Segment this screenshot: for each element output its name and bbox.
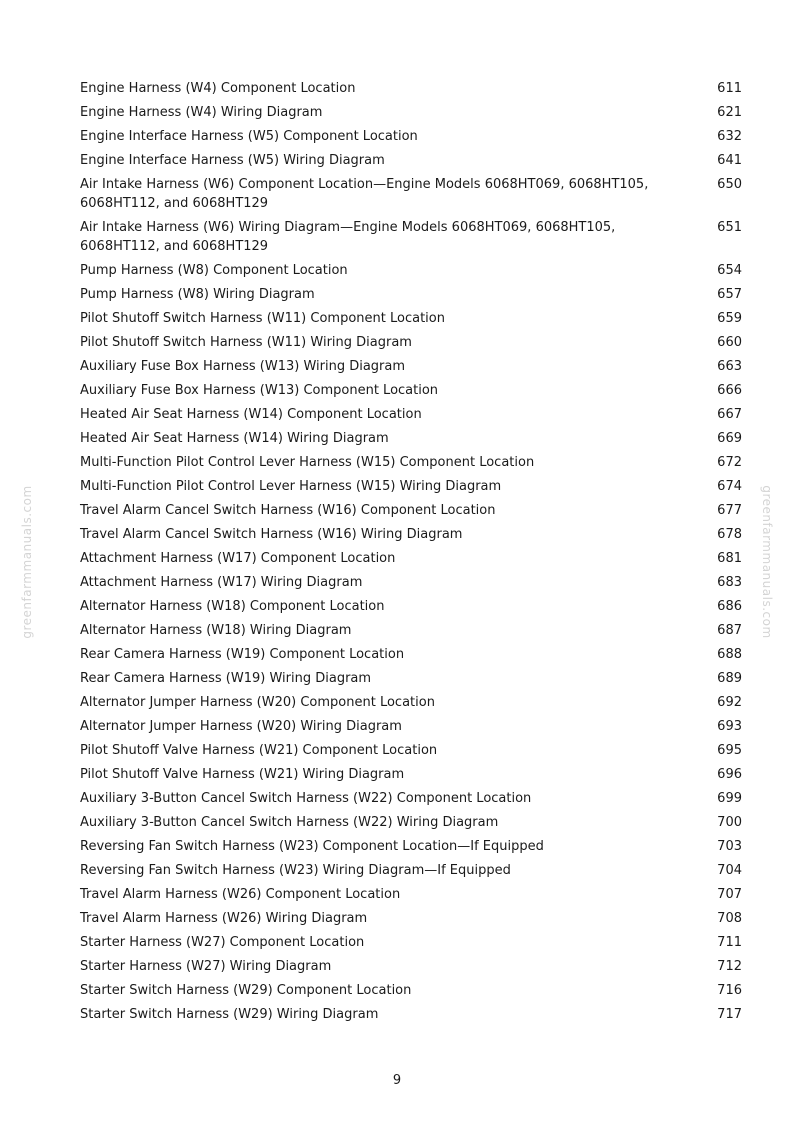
toc-entry-page-number: 651 (717, 220, 742, 235)
page-number: 9 (392, 1073, 402, 1088)
toc-entry[interactable] (80, 451, 742, 475)
toc-entry-page-number: 686 (717, 599, 742, 614)
toc-entry[interactable] (80, 259, 742, 283)
toc-entry-title: Air Intake Harness (W6) Wiring Diagram—Engine Models 6068HT069, 6068HT105, 6068HT112, and 6068HT129 (80, 220, 616, 254)
toc-entry-page-number: 707 (717, 887, 742, 902)
toc-entry-page-number: 708 (717, 911, 742, 926)
toc-entry-page-number: 650 (717, 177, 742, 192)
toc-entry[interactable] (80, 283, 742, 307)
toc-entry-title: Starter Switch Harness (W29) Wiring Diagram (80, 1007, 379, 1022)
toc-entry-page-number: 699 (717, 791, 742, 806)
toc-entry[interactable] (80, 739, 742, 763)
toc-entry-page-number: 666 (717, 383, 742, 398)
toc-entry[interactable] (80, 1003, 742, 1027)
toc-entry-title: Auxiliary 3-Button Cancel Switch Harness (W22) Component Location (80, 791, 532, 806)
toc-entry-title: Engine Harness (W4) Wiring Diagram (80, 105, 323, 120)
toc-entry-page-number: 693 (717, 719, 742, 734)
toc-entry-page-number: 611 (717, 81, 742, 96)
toc-entry[interactable] (80, 883, 742, 907)
toc-entry[interactable] (80, 547, 742, 571)
toc-entry[interactable] (80, 931, 742, 955)
toc-entry[interactable] (80, 125, 742, 149)
toc-entry[interactable] (80, 149, 742, 173)
toc-entry-title: Engine Interface Harness (W5) Component Location (80, 129, 418, 144)
toc-entry-title: Alternator Harness (W18) Wiring Diagram (80, 623, 352, 638)
toc-entry[interactable] (80, 523, 742, 547)
toc-entry-title: Multi-Function Pilot Control Lever Harness (W15) Component Location (80, 455, 535, 470)
toc-entry-title: Alternator Jumper Harness (W20) Component Location (80, 695, 435, 710)
toc-entry-title: Auxiliary 3-Button Cancel Switch Harness (W22) Wiring Diagram (80, 815, 499, 830)
toc-entry[interactable] (80, 763, 742, 787)
toc-entry[interactable] (80, 355, 742, 379)
toc-entry-title: Pilot Shutoff Valve Harness (W21) Wiring Diagram (80, 767, 405, 782)
toc-entry-page-number: 700 (717, 815, 742, 830)
toc-entry-page-number: 678 (717, 527, 742, 542)
toc-entry[interactable] (80, 859, 742, 883)
toc-entry[interactable] (80, 835, 742, 859)
toc-entry-title: Pump Harness (W8) Component Location (80, 263, 348, 278)
toc-entry-title: Heated Air Seat Harness (W14) Wiring Diagram (80, 431, 389, 446)
toc-entry-title: Starter Switch Harness (W29) Component Location (80, 983, 412, 998)
toc-entry[interactable] (80, 475, 742, 499)
toc-entry-page-number: 688 (717, 647, 742, 662)
toc-entry-page-number: 641 (717, 153, 742, 168)
toc-entry-page-number: 703 (717, 839, 742, 854)
toc-entry[interactable] (80, 331, 742, 355)
toc-entry[interactable] (80, 216, 742, 259)
toc-entry[interactable] (80, 427, 742, 451)
toc-entry-page-number: 657 (717, 287, 742, 302)
toc-entry-page-number: 654 (717, 263, 742, 278)
toc-entry[interactable] (80, 907, 742, 931)
toc-entry-page-number: 704 (717, 863, 742, 878)
toc-entry[interactable] (80, 715, 742, 739)
toc-entry[interactable] (80, 499, 742, 523)
toc-entry[interactable] (80, 667, 742, 691)
toc-entry-page-number: 632 (717, 129, 742, 144)
toc-entry-title: Engine Interface Harness (W5) Wiring Diagram (80, 153, 385, 168)
table-of-contents (80, 77, 742, 1027)
toc-entry-page-number: 663 (717, 359, 742, 374)
watermark-left: greenfarmmanuals.com (20, 485, 34, 639)
toc-entry-title: Rear Camera Harness (W19) Component Location (80, 647, 405, 662)
toc-entry-page-number: 712 (717, 959, 742, 974)
toc-entry-title: Attachment Harness (W17) Wiring Diagram (80, 575, 363, 590)
toc-entry[interactable] (80, 571, 742, 595)
toc-entry-page-number: 716 (717, 983, 742, 998)
toc-entry[interactable] (80, 379, 742, 403)
toc-entry-page-number: 683 (717, 575, 742, 590)
toc-entry-title: Auxiliary Fuse Box Harness (W13) Component Location (80, 383, 439, 398)
toc-entry-title: Reversing Fan Switch Harness (W23) Component Location—If Equipped (80, 839, 544, 854)
toc-entry-page-number: 692 (717, 695, 742, 710)
toc-entry-title: Starter Harness (W27) Component Location (80, 935, 365, 950)
toc-entry-title: Engine Harness (W4) Component Location (80, 81, 356, 96)
toc-entry-page-number: 659 (717, 311, 742, 326)
toc-entry-page-number: 711 (717, 935, 742, 950)
toc-entry[interactable] (80, 811, 742, 835)
toc-entry-page-number: 669 (717, 431, 742, 446)
toc-entry[interactable] (80, 77, 742, 101)
toc-entry-page-number: 674 (717, 479, 742, 494)
toc-entry-page-number: 689 (717, 671, 742, 686)
toc-entry-title: Travel Alarm Cancel Switch Harness (W16) Component Location (80, 503, 496, 518)
toc-entry-page-number: 696 (717, 767, 742, 782)
toc-entry-title: Heated Air Seat Harness (W14) Component Location (80, 407, 422, 422)
toc-entry-title: Attachment Harness (W17) Component Location (80, 551, 396, 566)
toc-entry[interactable] (80, 691, 742, 715)
toc-entry[interactable] (80, 955, 742, 979)
toc-entry-title: Alternator Harness (W18) Component Location (80, 599, 385, 614)
toc-entry[interactable] (80, 307, 742, 331)
toc-entry-title: Travel Alarm Cancel Switch Harness (W16) Wiring Diagram (80, 527, 463, 542)
toc-entry-title: Auxiliary Fuse Box Harness (W13) Wiring Diagram (80, 359, 406, 374)
toc-entry-title: Air Intake Harness (W6) Component Location—Engine Models 6068HT069, 6068HT105, 6068HT112, and 6068HT129 (80, 177, 649, 211)
toc-entry-title: Travel Alarm Harness (W26) Component Location (80, 887, 401, 902)
toc-entry-title: Pump Harness (W8) Wiring Diagram (80, 287, 315, 302)
toc-entry-page-number: 667 (717, 407, 742, 422)
toc-entry-title: Multi-Function Pilot Control Lever Harness (W15) Wiring Diagram (80, 479, 502, 494)
toc-entry-page-number: 621 (717, 105, 742, 120)
toc-entry-title: Alternator Jumper Harness (W20) Wiring Diagram (80, 719, 402, 734)
toc-entry[interactable] (80, 643, 742, 667)
toc-entry[interactable] (80, 403, 742, 427)
toc-entry-title: Starter Harness (W27) Wiring Diagram (80, 959, 332, 974)
toc-entry-title: Pilot Shutoff Valve Harness (W21) Component Location (80, 743, 438, 758)
toc-entry[interactable] (80, 787, 742, 811)
toc-entry-page-number: 677 (717, 503, 742, 518)
toc-entry-title: Reversing Fan Switch Harness (W23) Wiring Diagram—If Equipped (80, 863, 511, 878)
toc-entry[interactable] (80, 101, 742, 125)
toc-entry-page-number: 672 (717, 455, 742, 470)
toc-entry[interactable] (80, 979, 742, 1003)
watermark-right: greenfarmmanuals.com (760, 485, 774, 639)
toc-entry[interactable] (80, 619, 742, 643)
toc-entry-page-number: 687 (717, 623, 742, 638)
toc-entry-page-number: 660 (717, 335, 742, 350)
toc-entry-title: Pilot Shutoff Switch Harness (W11) Component Location (80, 311, 445, 326)
toc-entry-title: Pilot Shutoff Switch Harness (W11) Wiring Diagram (80, 335, 412, 350)
toc-entry-page-number: 681 (717, 551, 742, 566)
toc-entry-page-number: 717 (717, 1007, 742, 1022)
toc-entry[interactable] (80, 595, 742, 619)
toc-entry-page-number: 695 (717, 743, 742, 758)
toc-entry-title: Rear Camera Harness (W19) Wiring Diagram (80, 671, 372, 686)
toc-entry-title: Travel Alarm Harness (W26) Wiring Diagram (80, 911, 368, 926)
toc-entry[interactable] (80, 173, 742, 216)
